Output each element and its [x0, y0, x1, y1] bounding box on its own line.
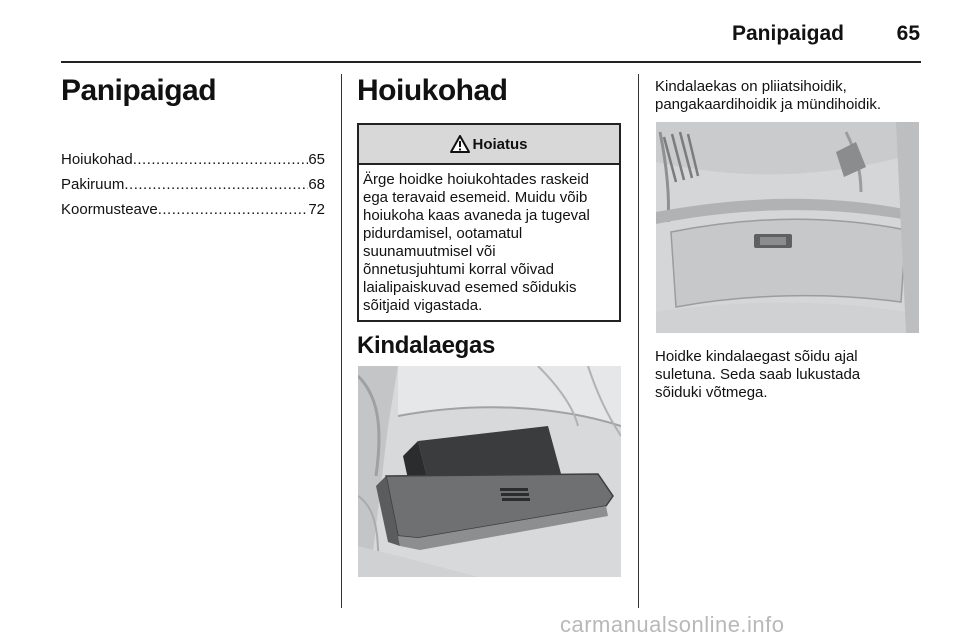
column-divider-right — [638, 74, 639, 608]
toc-entry-page: 68 — [308, 176, 325, 193]
toc-entry-label: Koormusteave — [61, 201, 158, 218]
page-number: 65 — [896, 22, 920, 45]
glovebox-open-illustration — [358, 366, 621, 577]
text-line: sõiduki võtmega. — [655, 384, 768, 401]
warning-line: õnnetusjuhtumi korral võivad — [363, 261, 554, 278]
warning-text — [359, 165, 619, 315]
toc-entry-label: Pakiruum — [61, 176, 125, 193]
warning-heading: Hoiatus — [472, 135, 528, 153]
warning-line: Ärge hoidke hoiukohtades raskeid — [363, 171, 589, 188]
section-title: Hoiukohad — [357, 74, 508, 107]
toc-entry[interactable] — [61, 200, 325, 220]
glovebox-closed-illustration — [656, 122, 919, 333]
watermark: carmanualsonline.info — [560, 612, 785, 637]
subsection-title: Kindalaegas — [357, 332, 496, 359]
warning-line: pidurdamisel, ootamatul — [363, 225, 523, 242]
text-line: Hoidke kindalaegast sõidu ajal — [655, 348, 858, 365]
page-header-title: Panipaigad — [731, 22, 844, 45]
toc-leader — [124, 175, 308, 195]
toc-entry-label: Hoiukohad — [61, 151, 133, 168]
outro-paragraph — [655, 348, 860, 402]
warning-line: laialipaiskuvad esemed sõidukis — [363, 279, 577, 296]
text-line: pangakaardihoidik ja mündihoidik. — [655, 96, 881, 113]
chapter-title: Panipaigad — [61, 74, 217, 107]
warning-line: sõitjaid vigastada. — [363, 297, 483, 314]
toc-entry-page: 65 — [308, 151, 325, 168]
text-line: Kindalaekas on pliiatsihoidik, — [655, 78, 847, 95]
toc-entry-page: 72 — [308, 201, 325, 218]
intro-paragraph — [655, 78, 881, 114]
warning-box — [357, 123, 621, 322]
toc-entry[interactable] — [61, 175, 325, 195]
warning-line: ega teravaid esemeid. Muidu võib — [363, 189, 588, 206]
warning-line: hoiukoha kaas avaneda ja tugeval — [363, 207, 590, 224]
text-line: suletuna. Seda saab lukustada — [655, 366, 861, 383]
toc-entry[interactable] — [61, 150, 325, 170]
warning-header — [359, 125, 619, 165]
warning-line: suunamuutmisel või — [363, 243, 496, 260]
header-divider — [61, 61, 921, 63]
column-divider-left — [341, 74, 342, 608]
warning-triangle-icon — [450, 135, 470, 153]
toc-leader — [158, 200, 309, 220]
toc-leader — [133, 150, 309, 170]
